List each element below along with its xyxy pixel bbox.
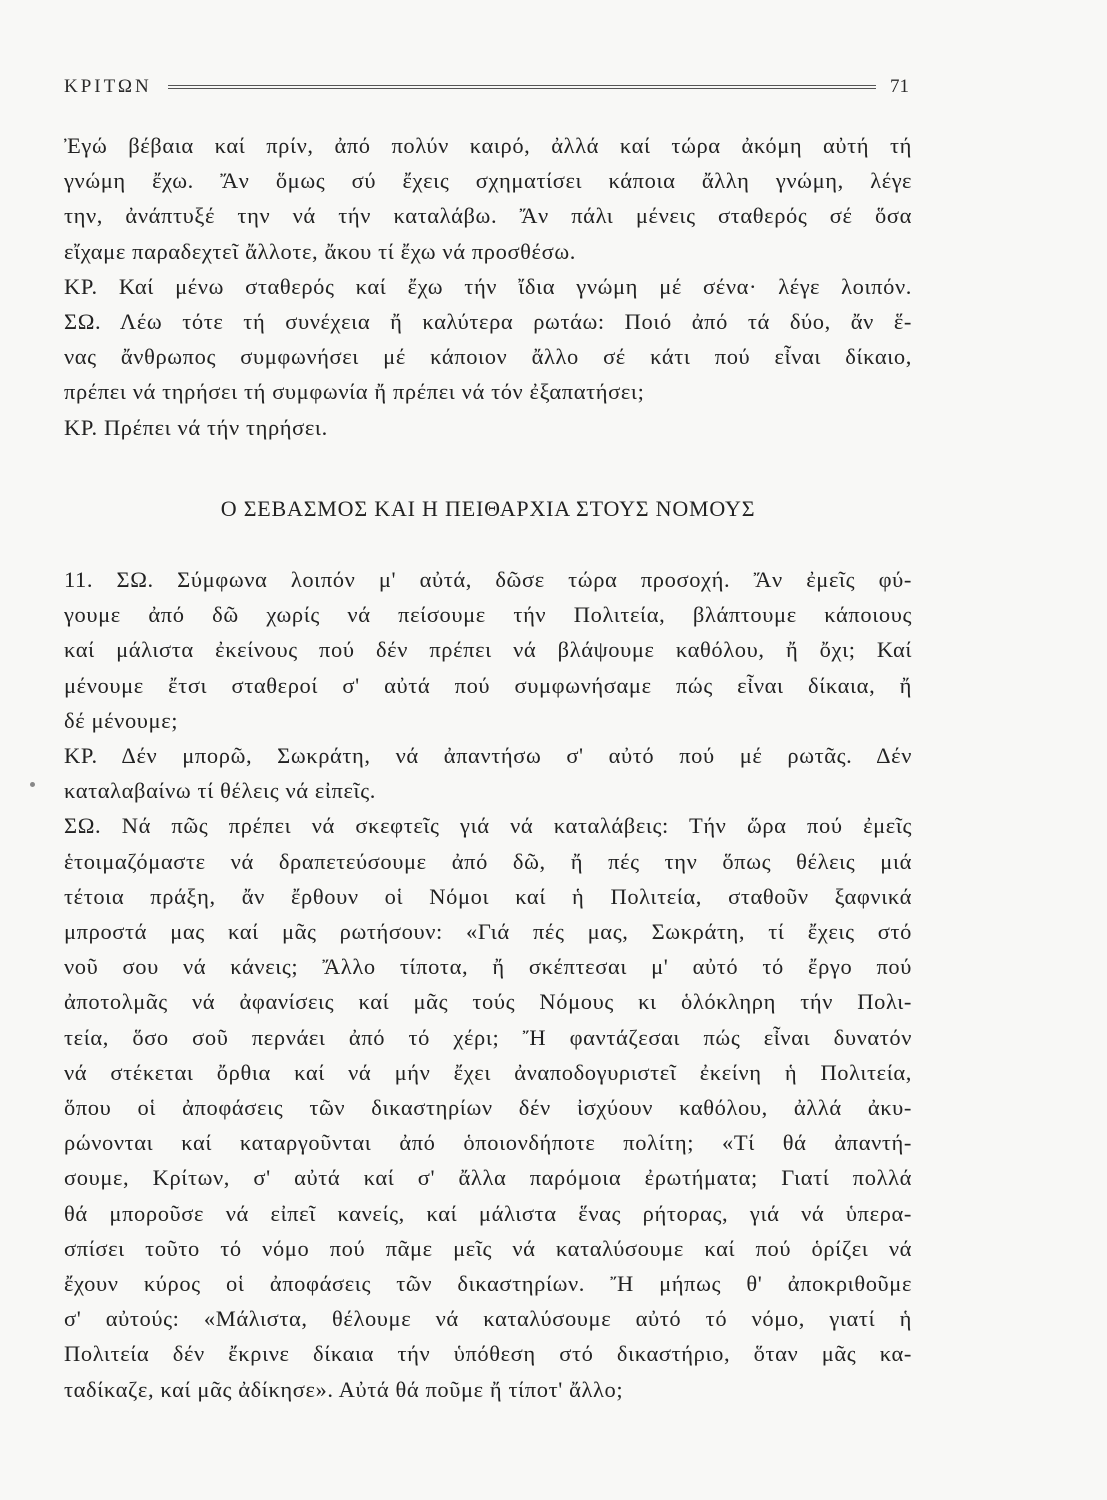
text-line: νά στέκεται ὄρθια καί νά μήν ἔχει ἀναποδογυριστεῖ ἐκείνη ἡ Πολιτεία, [64,1059,912,1085]
text-line: μπροστά μας καί μᾶς ρωτήσουν: «Γιά πές μας, Σωκράτη, τί ἔχεις στό [64,919,912,945]
text-line: γνώμη ἔχω. Ἄν ὅμως σύ ἔχεις σχηματίσει κάποια ἄλλη γνώμη, λέγε [64,168,912,194]
text-line: ΣΩ. Νά πῶς πρέπει νά σκεφτεῖς γιά νά καταλάβεις: Τήν ὥρα πού ἐμεῖς [64,813,912,839]
text-line: τέτοια πράξη, ἄν ἔρθουν οἱ Νόμοι καί ἡ Πολιτεία, σταθοῦν ξαφνικά [64,883,912,909]
text-line: τεία, ὅσο σοῦ περνάει ἀπό τό χέρι; Ἤ φαντάζεσαι πώς εἶναι δυνατόν [64,1024,912,1050]
text-line: ἔχουν κύρος οἱ ἀποφάσεις τῶν δικαστηρίων. Ἤ μήπως θ' ἀποκριθοῦμε [64,1271,912,1297]
text-line: καί μάλιστα ἐκείνους πού δέν πρέπει νά βλάψουμε καθόλου, ἤ ὄχι; Καί [64,637,912,663]
text-line: ΣΩ. Λέω τότε τή συνέχεια ἤ καλύτερα ρωτάω: Ποιό ἀπό τά δύο, ἄν ἕ- [64,309,912,335]
text-line: ΚΡ. Πρέπει νά τήν τηρήσει. [64,414,328,440]
text-line: θά μποροῦσε νά εἰπεῖ κανείς, καί μάλιστα ἕνας ρήτορας, γιά νά ὑπερα- [64,1200,912,1226]
text-line: νας ἄνθρωπος συμφωνήσει μέ κάποιον ἄλλο σέ κάτι πού εἶναι δίκαιο, [64,344,912,370]
dialogue-block-a [64,128,912,445]
running-title: ΚΡΙΤΩΝ [64,76,152,97]
text-line: ταδίκαζε, καί μᾶς ἀδίκησε». Αὐτά θά ποῦμε ἤ τίποτ' ἄλλο; [64,1376,624,1402]
text-line: εἴχαμε παραδεχτεῖ ἄλλοτε, ἄκου τί ἔχω νά προσθέσω. [64,238,576,264]
text-line: την, ἀνάπτυξέ την νά τήν καταλάβω. Ἄν πάλι μένεις σταθερός σέ ὅσα [64,203,912,229]
text-line: γουμε ἀπό δῶ χωρίς νά πείσουμε τήν Πολιτεία, βλάπτουμε κάποιους [64,602,912,628]
section-heading: Ο ΣΕΒΑΣΜΟΣ ΚΑΙ Η ΠΕΙΘΑΡΧΙΑ ΣΤΟΥΣ ΝΟΜΟΥΣ [220,496,756,521]
scan-speck [30,782,35,787]
text-line: ΚΡ. Δέν μπορῶ, Σωκράτη, νά ἀπαντήσω σ' αὐτό πού μέ ρωτᾶς. Δέν [64,743,912,769]
text-line: δέ μένουμε; [64,707,179,733]
text-line: σουμε, Κρίτων, σ' αὐτά καί σ' ἄλλα παρόμοια ἐρωτήματα; Γιατί πολλά [64,1165,912,1191]
text-line: καταλαβαίνω τί θέλεις νά εἰπεῖς. [64,778,376,804]
text-line: μένουμε ἔτσι σταθεροί σ' αὐτά πού συμφωνήσαμε πώς εἶναι δίκαια, ἤ [64,672,912,698]
running-header [64,72,909,102]
header-double-rule [168,85,876,89]
page-number: 71 [890,76,909,97]
text-line: σπίσει τοῦτο τό νόμο πού πᾶμε μεῖς νά καταλύσουμε καί πού ὁρίζει νά [64,1235,912,1261]
text-line: νοῦ σου νά κάνεις; Ἄλλο τίποτα, ἤ σκέπτεσαι μ' αὐτό τό ἔργο πού [64,954,912,980]
text-line: πρέπει νά τηρήσει τή συμφωνία ἤ πρέπει νά τόν ἐξαπατήσει; [64,379,645,405]
text-line: Πολιτεία δέν ἔκρινε δίκαια τήν ὑπόθεση στό δικαστήριο, ὅταν μᾶς κα- [64,1341,912,1367]
text-line: Ἐγώ βέβαια καί πρίν, ἀπό πολύν καιρό, ἀλλά καί τώρα ἀκόμη αὐτή τή [64,133,912,158]
text-line: σ' αὐτούς: «Μάλιστα, θέλουμε νά καταλύσουμε αὐτό τό νόμο, γιατί ἡ [64,1306,912,1332]
text-line: ὅπου οἱ ἀποφάσεις τῶν δικαστηρίων δέν ἰσχύουν καθόλου, ἀλλά ἀκυ- [64,1095,912,1121]
text-line: ἑτοιμαζόμαστε νά δραπετεύσουμε ἀπό δῶ, ἤ πές την ὅπως θέλεις μιά [64,848,912,874]
dialogue-block-b [64,562,912,1407]
text-line: ρώνονται καί καταργοῦνται ἀπό ὁποιονδήποτε πολίτη; «Τί θά ἀπαντή- [64,1130,912,1156]
text-line: ΚΡ. Καί μένω σταθερός καί ἔχω τήν ἴδια γνώμη μέ σένα· λέγε λοιπόν. [64,273,912,299]
text-line: 11. ΣΩ. Σύμφωνα λοιπόν μ' αὐτά, δῶσε τώρα προσοχή. Ἄν ἐμεῖς φύ- [64,567,912,592]
text-line: ἀποτολμᾶς νά ἀφανίσεις καί μᾶς τούς Νόμους κι ὁλόκληρη τήν Πολι- [64,989,912,1015]
